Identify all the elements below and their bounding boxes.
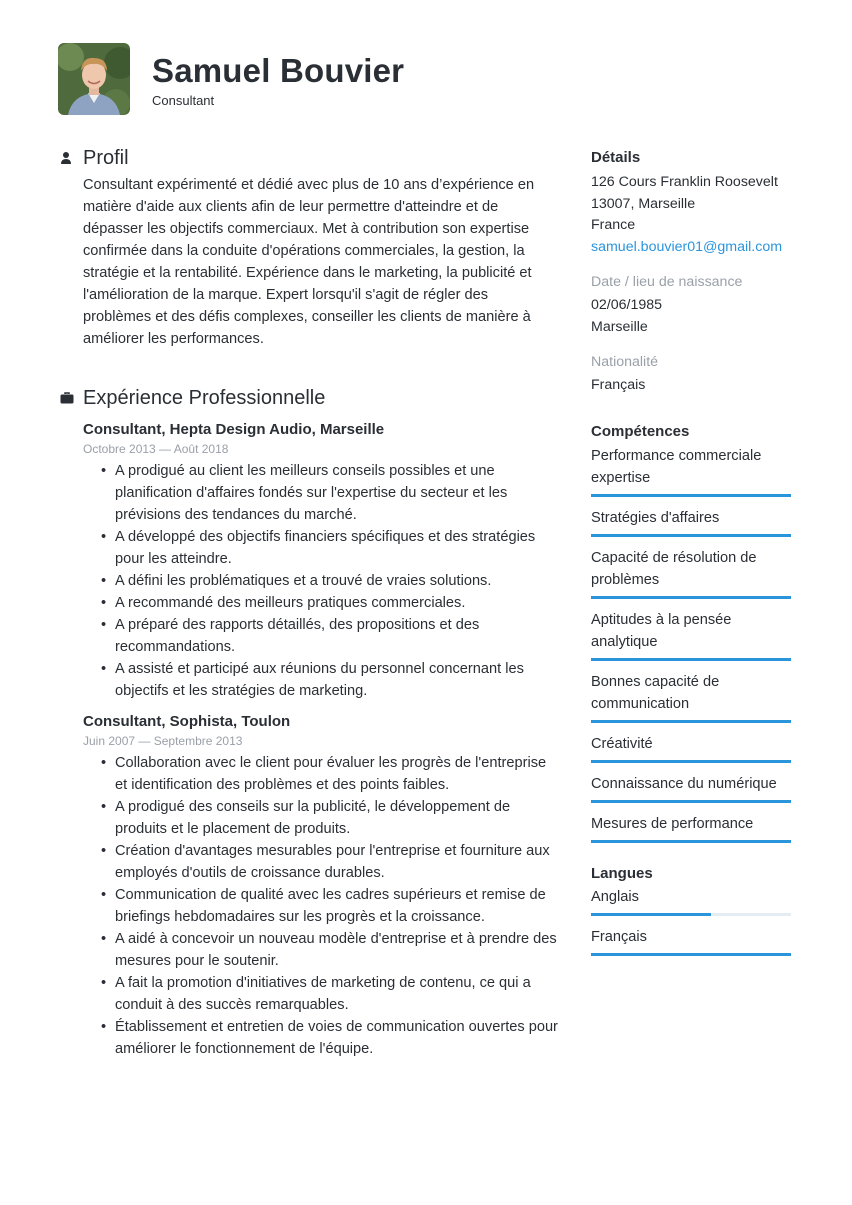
profile-text: Consultant expérimenté et dédié avec plus de 10 ans d’expérience en matière d'aide aux clients afin de leur permettre d'atteindre et de dépasser les objectifs commerciaux. Met à contribution son expertise confirmée dans la conduite d'opérations commerciales, la gestion, la stratégie et la rentabilité. Expérience dans le marketing, la publicité et l'amélioration de la marque. Expert lorsqu'il s'agit de régler des problèmes et des défis complexes, conseiller les clients de manière à améliorer les performances.: [83, 177, 535, 347]
job-dates: Juin 2007 — Septembre 2013: [83, 734, 243, 748]
skill-name: Aptitudes à la pensée analytique: [591, 611, 732, 650]
sidebar: [591, 148, 791, 956]
skill-name: Stratégies d'affaires: [591, 509, 720, 526]
address-line2: 13007, Marseille: [591, 195, 696, 212]
job-title: Consultant, Hepta Design Audio, Marseille: [83, 421, 385, 438]
address-line1: 126 Cours Franklin Roosevelt: [591, 174, 778, 190]
skill-name: Bonnes capacité de communication: [591, 673, 720, 712]
skill-level-fill: [591, 596, 791, 599]
job-bullets: [101, 460, 558, 702]
skill-item: [591, 773, 791, 803]
skills-list: [591, 445, 791, 843]
job-bullet: • Communication de qualité avec les cadres supérieurs et remise de briefings hebdomadaires sur les progrès et la croissance.: [101, 884, 561, 928]
job-bullet: • A assisté et participé aux réunions du personnel concernant les objectifs et les stratégies de marketing.: [101, 658, 561, 702]
main-column: [58, 146, 558, 1060]
skill-item: [591, 609, 791, 661]
job-bullet: • A prodigué des conseils sur la publicité, le développement de produits et le placement de produits.: [101, 796, 561, 840]
skill-item: [591, 733, 791, 763]
skill-item: [591, 547, 791, 599]
language-item: [591, 886, 791, 916]
skill-level-fill: [591, 840, 791, 843]
skill-level-bar: [591, 494, 791, 497]
candidate-title: Consultant: [152, 93, 215, 108]
job-bullet: • Création d'avantages mesurables pour l'entreprise et fourniture aux employés d'outils de croissance durables.: [101, 840, 561, 884]
job-bullet: • A fait la promotion d'initiatives de marketing de contenu, ce qui a conduit à des succès remarquables.: [101, 972, 561, 1016]
skill-name: Mesures de performance: [591, 815, 754, 832]
job-bullet: • A préparé des rapports détaillés, des propositions et des recommandations.: [101, 614, 561, 658]
job-entry: [83, 420, 558, 702]
candidate-name: Samuel Bouvier: [152, 52, 405, 89]
skill-name: Connaissance du numérique: [591, 775, 777, 792]
skill-level-bar: [591, 596, 791, 599]
avatar: [58, 43, 130, 115]
profile-section-header: [58, 146, 558, 170]
skill-item: [591, 813, 791, 843]
skill-level-fill: [591, 658, 791, 661]
skill-item: [591, 671, 791, 723]
birth-place: Marseille: [591, 318, 648, 335]
job-bullet: • A défini les problématiques et a trouvé de vraies solutions.: [101, 570, 561, 592]
skill-item: [591, 507, 791, 537]
person-icon: [58, 151, 83, 165]
skill-name: Créativité: [591, 735, 653, 752]
skill-level-fill: [591, 760, 791, 763]
skill-level-bar: [591, 720, 791, 723]
job-bullet: • A développé des objectifs financiers spécifiques et des stratégies pour les atteindre.: [101, 526, 561, 570]
language-level-fill: [591, 953, 791, 956]
job-entry: [83, 712, 558, 1060]
birth-date: 02/06/1985: [591, 297, 663, 313]
skill-level-fill: [591, 494, 791, 497]
job-title: Consultant, Sophista, Toulon: [83, 713, 291, 730]
languages-list: [591, 886, 791, 956]
experience-section-header: [58, 386, 558, 410]
skills-heading: Compétences: [591, 422, 690, 440]
details-heading: Détails: [591, 149, 641, 166]
nationality-label: Nationalité: [591, 354, 659, 370]
skill-level-fill: [591, 534, 791, 537]
job-bullets: [101, 752, 558, 1060]
job-bullet: • A prodigué au client les meilleurs conseils possibles et une planification d'affaires fondés sur l'expertise du secteur et les prévisions des tendances du marché.: [101, 460, 561, 526]
skill-level-bar: [591, 658, 791, 661]
skill-level-bar: [591, 534, 791, 537]
job-bullet: • Établissement et entretien de voies de communication ouvertes pour améliorer le fonctionnement de l'équipe.: [101, 1016, 561, 1060]
briefcase-icon: [58, 392, 83, 404]
language-name: Anglais: [591, 888, 639, 905]
language-level-bar: [591, 953, 791, 956]
profile-heading: Profil: [83, 146, 129, 169]
job-bullet: • A aidé à concevoir un nouveau modèle d'entreprise et à prendre des mesures pour le soutenir.: [101, 928, 561, 972]
skill-level-bar: [591, 800, 791, 803]
experience-heading: Expérience Professionnelle: [83, 386, 326, 409]
skill-item: [591, 445, 791, 497]
birth-label: Date / lieu de naissance: [591, 274, 743, 290]
job-dates: Octobre 2013 — Août 2018: [83, 442, 229, 456]
email-link[interactable]: samuel.bouvier01@gmail.com: [591, 238, 783, 255]
address-country: France: [591, 217, 636, 233]
skill-name: Capacité de résolution de problèmes: [591, 549, 757, 588]
language-item: [591, 926, 791, 956]
job-bullet: • Collaboration avec le client pour évaluer les progrès de l'entreprise et identification des problèmes et des points faibles.: [101, 752, 561, 796]
language-level-bar: [591, 913, 791, 916]
skill-level-fill: [591, 720, 791, 723]
nationality-value: Français: [591, 377, 646, 393]
skill-level-fill: [591, 800, 791, 803]
language-name: Français: [591, 928, 647, 945]
skill-level-bar: [591, 840, 791, 843]
skill-name: Performance commerciale expertise: [591, 447, 762, 486]
job-bullet: • A recommandé des meilleurs pratiques commerciales.: [101, 592, 561, 614]
skill-level-bar: [591, 760, 791, 763]
language-level-fill: [591, 913, 711, 916]
languages-heading: Langues: [591, 864, 653, 882]
